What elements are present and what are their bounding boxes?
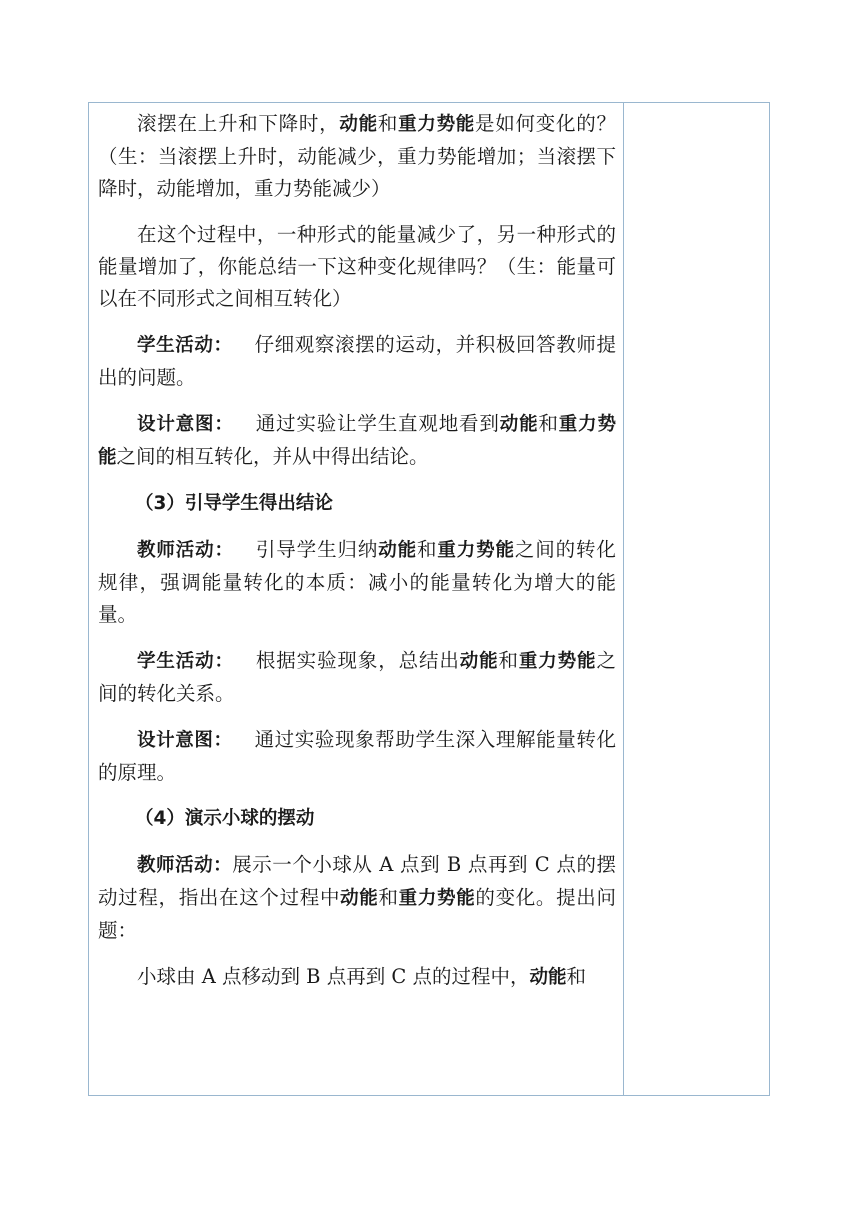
- bold-term: 动能: [459, 651, 499, 672]
- section-heading-3: （3）引导学生得出结论: [135, 493, 333, 514]
- text: 之间的转化规律，强调能量转化的本质：减小的能量转化为增大的能量。: [98, 538, 616, 626]
- table-border-left: [88, 102, 89, 1096]
- label-teacher-activity: 教师活动：: [137, 540, 234, 561]
- bold-term: 动能: [339, 114, 378, 135]
- lesson-content: [98, 108, 616, 1008]
- text: 通过实验让学生直观地看到: [255, 412, 500, 435]
- bold-term: 重力势能: [518, 651, 597, 672]
- text: 和: [538, 412, 559, 435]
- bold-term: 动能: [340, 888, 379, 909]
- paragraph-rolling-pendulum-question: [98, 108, 616, 205]
- label-design-intent: 设计意图：: [137, 730, 233, 751]
- text: 根据实验现象，总结出: [255, 649, 460, 672]
- paragraph-student-activity-1: [98, 329, 616, 394]
- label-teacher-activity: 教师活动：: [137, 855, 233, 876]
- text: 之间的转化关系。: [98, 649, 616, 705]
- text: 的变化。提出问题：: [98, 886, 616, 942]
- bold-term: 动能: [529, 967, 567, 988]
- text: 小球由 A 点移动到 B 点再到 C 点的过程中，: [137, 965, 530, 988]
- text: 和: [377, 112, 399, 135]
- bold-term: 重力势能: [398, 888, 476, 909]
- bold-term: 动能: [499, 414, 539, 435]
- text: 通过实验现象帮助学生深入理解能量转化的原理。: [98, 728, 616, 784]
- label-student-activity: 学生活动：: [137, 651, 234, 672]
- paragraph-teacher-activity-1: [98, 534, 616, 631]
- text: 引导学生归纳: [255, 538, 379, 561]
- paragraph-design-intent-1: [98, 408, 616, 474]
- table-border-right: [769, 102, 770, 1096]
- paragraph-design-intent-2: [98, 724, 616, 789]
- text: 和: [566, 965, 587, 988]
- text: 和: [498, 649, 519, 672]
- paragraph-summary-question: 在这个过程中，一种形式的能量减少了，另一种形式的能量增加了，你能总结一下这种变化规律吗？（生：能量可以在不同形式之间相互转化）: [98, 223, 616, 310]
- bold-term: 重力势能: [437, 540, 515, 561]
- bold-term: 动能: [378, 540, 417, 561]
- table-border-top: [88, 102, 770, 103]
- table-column-divider: [623, 102, 624, 1096]
- bold-term: 重力势能: [98, 414, 616, 468]
- table-border-bottom: [88, 1095, 770, 1096]
- label-student-activity: 学生活动：: [137, 335, 233, 356]
- text: 和: [378, 886, 399, 909]
- text: 是如何变化的？（生：当滚摆上升时，动能减少，重力势能增加；当滚摆下降时，动能增加，重力势能减少）: [98, 112, 616, 200]
- text: 之间的相互转化，并从中得出结论。: [116, 445, 429, 468]
- text: 滚摆在上升和下降时，: [137, 112, 340, 135]
- bold-term: 重力势能: [398, 114, 476, 135]
- section-heading-4: （4）演示小球的摆动: [135, 808, 315, 829]
- text: 仔细观察滚摆的运动，并积极回答教师提出的问题。: [98, 333, 616, 389]
- paragraph-teacher-activity-2: [98, 849, 616, 947]
- label-design-intent: 设计意图：: [137, 414, 234, 435]
- text: 展示一个小球从 A 点到 B 点再到 C 点的摆动过程，指出在这个过程中: [98, 853, 616, 909]
- paragraph-student-activity-2: [98, 645, 616, 710]
- paragraph-ball-question: [98, 961, 616, 994]
- text: 和: [416, 538, 438, 561]
